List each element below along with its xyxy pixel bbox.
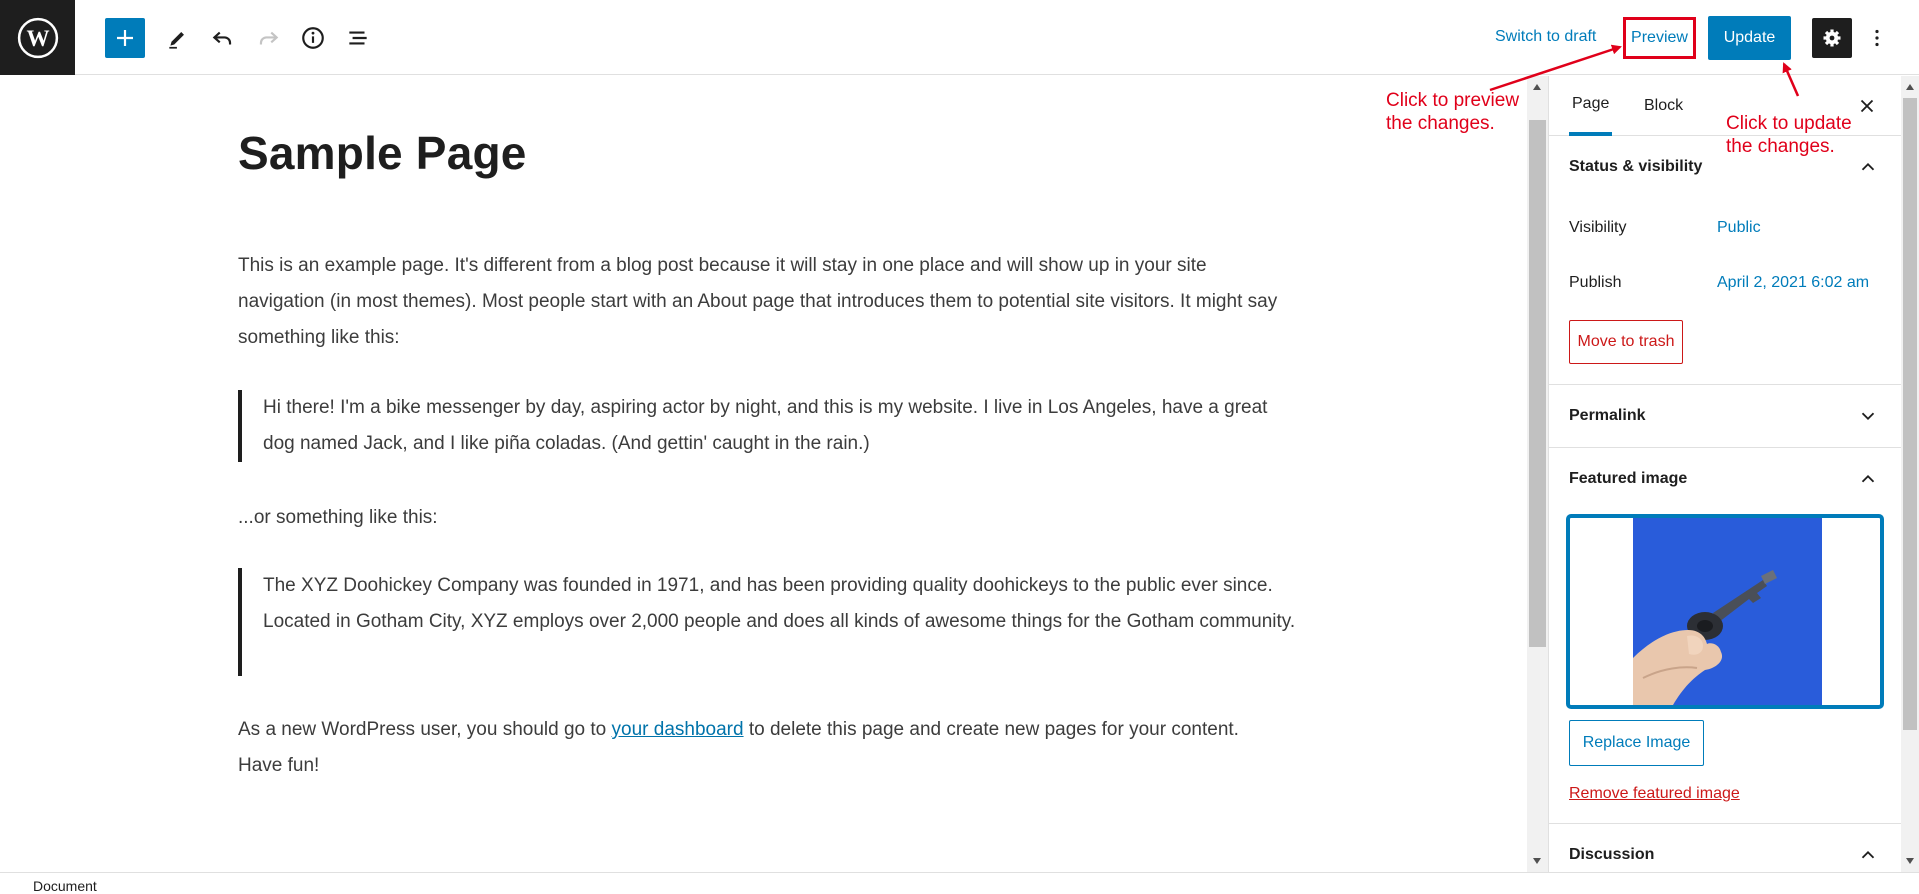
settings-sidebar xyxy=(1548,76,1901,872)
update-annotation: Click to update the changes. xyxy=(1726,113,1852,157)
post-title[interactable]: Sample Page xyxy=(238,127,527,179)
scrollbar-thumb[interactable] xyxy=(1903,98,1917,730)
editor-canvas xyxy=(0,76,1527,872)
dashboard-link[interactable]: your dashboard xyxy=(611,719,744,740)
update-button[interactable]: Update xyxy=(1708,16,1791,60)
move-to-trash-button[interactable]: Move to trash xyxy=(1569,320,1683,364)
gear-icon xyxy=(1820,26,1844,50)
info-icon xyxy=(300,25,326,51)
pencil-icon xyxy=(165,25,191,51)
tools-button[interactable] xyxy=(158,18,198,58)
publish-label: Publish xyxy=(1569,274,1622,291)
list-view-button[interactable] xyxy=(338,18,378,58)
panel-discussion[interactable] xyxy=(1549,824,1901,872)
details-button[interactable] xyxy=(293,18,333,58)
panel-title: Discussion xyxy=(1569,846,1655,863)
paragraph-text: to delete this page and create new pages for your content. Have fun! xyxy=(238,719,1239,776)
panel-title: Status & visibility xyxy=(1569,158,1703,175)
paragraph-block[interactable]: ...or something like this: xyxy=(238,507,438,528)
chevron-up-icon xyxy=(1857,844,1879,866)
visibility-label: Visibility xyxy=(1569,219,1627,236)
publish-date-toggle[interactable]: April 2, 2021 6:02 am xyxy=(1717,274,1870,291)
panel-title: Permalink xyxy=(1569,407,1646,424)
redo-icon xyxy=(255,25,281,51)
remove-featured-image-link[interactable]: Remove featured image xyxy=(1569,785,1740,802)
paragraph-block[interactable]: This is an example page. It's different from a blog post because it will stay in one place and will show up in your site navigation (in most themes). Most people start with an About page that introduces them to potential site visitors. It might say something like this: xyxy=(238,255,1278,348)
more-vertical-icon xyxy=(1865,26,1889,50)
list-view-icon xyxy=(345,25,371,51)
panel-permalink[interactable] xyxy=(1549,385,1901,447)
redo-button[interactable] xyxy=(248,18,288,58)
close-icon xyxy=(1856,95,1878,117)
chevron-up-icon xyxy=(1857,156,1879,178)
chevron-down-icon xyxy=(1857,405,1879,427)
editor-scrollbar[interactable] xyxy=(1527,76,1548,872)
switch-to-draft-button[interactable]: Switch to draft xyxy=(1495,28,1597,45)
breadcrumb-document[interactable]: Document xyxy=(33,878,97,894)
add-block-button[interactable] xyxy=(105,18,145,58)
editor-header xyxy=(0,0,1919,75)
undo-button[interactable] xyxy=(203,18,243,58)
scroll-up-arrow-icon[interactable] xyxy=(1533,84,1541,90)
close-sidebar-button[interactable] xyxy=(1855,94,1879,118)
tab-page[interactable]: Page xyxy=(1569,76,1612,136)
paragraph-block[interactable] xyxy=(238,712,1288,784)
preview-annotation: Click to preview the changes. xyxy=(1386,90,1520,134)
featured-image-preview[interactable] xyxy=(1566,514,1884,709)
undo-icon xyxy=(210,25,236,51)
block-breadcrumb-bar xyxy=(0,872,1919,894)
tab-block[interactable]: Block xyxy=(1644,97,1684,114)
panel-featured-image[interactable] xyxy=(1549,448,1901,510)
paragraph-text: As a new WordPress user, you should go to xyxy=(238,719,612,740)
chevron-up-icon xyxy=(1857,468,1879,490)
scroll-down-arrow-icon[interactable] xyxy=(1906,858,1914,864)
quote-block[interactable]: Hi there! I'm a bike messenger by day, aspiring actor by night, and this is my website. I live in Los Angeles, have a great dog named Jack, and I like piña coladas. (And gettin' caught in the rain.) xyxy=(238,390,1298,462)
sidebar-scrollbar[interactable] xyxy=(1901,76,1919,872)
scrollbar-thumb[interactable] xyxy=(1529,120,1546,647)
visibility-toggle[interactable]: Public xyxy=(1717,219,1761,236)
scroll-up-arrow-icon[interactable] xyxy=(1906,84,1914,90)
featured-image-thumbnail xyxy=(1633,518,1822,705)
quote-block[interactable]: The XYZ Doohickey Company was founded in 1971, and has been providing quality doohickeys to the public ever since. Located in Gotham City, XYZ employs over 2,000 people and does all kinds of awesome things for the Gotham community. xyxy=(238,568,1298,676)
preview-button[interactable]: Preview xyxy=(1623,17,1696,59)
settings-button[interactable] xyxy=(1812,18,1852,58)
hand-holding-key-image xyxy=(1633,518,1822,705)
plus-icon xyxy=(113,26,137,50)
more-options-button[interactable] xyxy=(1862,18,1892,58)
wordpress-logo-icon[interactable] xyxy=(0,0,75,75)
replace-image-button[interactable]: Replace Image xyxy=(1569,720,1704,766)
panel-title: Featured image xyxy=(1569,470,1688,487)
scroll-down-arrow-icon[interactable] xyxy=(1533,858,1541,864)
svg-text:W: W xyxy=(25,24,50,51)
